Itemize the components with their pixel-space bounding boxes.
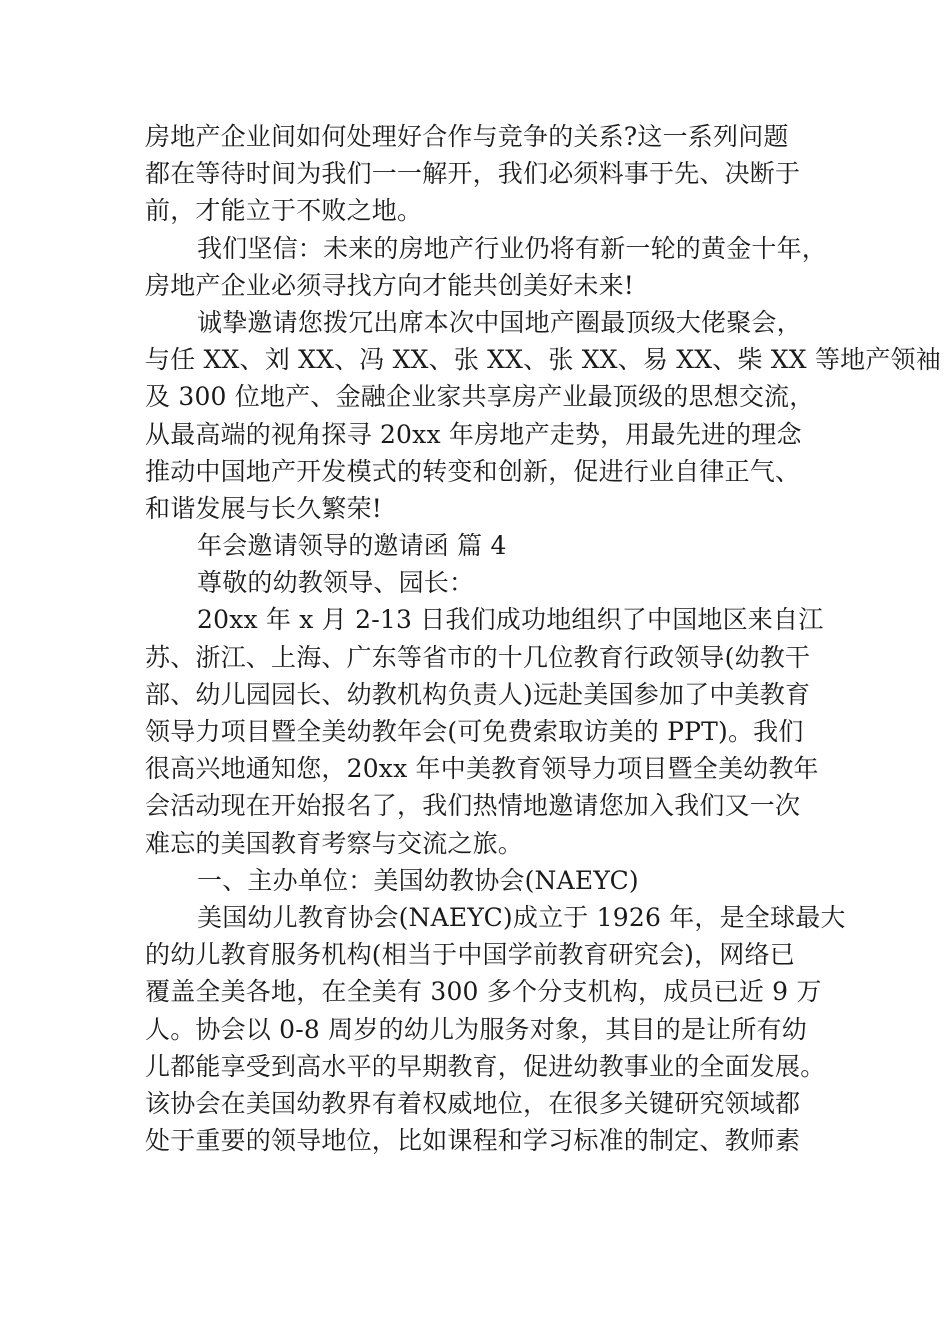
text-line: 及 300 位地产、金融企业家共享房产业最顶级的思想交流，	[145, 382, 815, 412]
text-line: 都在等待时间为我们一一解开，我们必须料事于先、决断于	[145, 159, 801, 189]
text-line: 一、主办单位：美国幼教协会(NAEYC)	[197, 865, 639, 895]
text-line: 很高兴地通知您，20xx 年中美教育领导力项目暨全美幼教年	[145, 754, 819, 784]
text-line: 领导力项目暨全美幼教年会(可免费索取访美的 PPT)。我们	[145, 717, 804, 746]
text-line: 和谐发展与长久繁荣!	[145, 493, 383, 523]
text-line: 的幼儿教育服务机构(相当于中国学前教育研究会)，网络已	[145, 940, 795, 970]
text-line: 覆盖全美各地，在全美有 300 多个分支机构，成员已近 9 万	[145, 977, 822, 1007]
text-line: 20xx 年 x 月 2-13 日我们成功地组织了中国地区来自江	[197, 605, 824, 635]
text-line: 儿都能享受到高水平的早期教育，促进幼教事业的全面发展。	[145, 1051, 826, 1081]
text-line: 从最高端的视角探寻 20xx 年房地产走势，用最先进的理念	[145, 419, 802, 449]
text-line: 难忘的美国教育考察与交流之旅。	[145, 828, 524, 858]
text-line: 房地产企业间如何处理好合作与竞争的关系?这一系列问题	[145, 122, 789, 151]
text-line: 该协会在美国幼教界有着权威地位，在很多关键研究领域都	[145, 1088, 801, 1118]
text-line: 推动中国地产开发模式的转变和创新，促进行业自律正气、	[145, 456, 801, 486]
text-line: 苏、浙江、上海、广东等省市的十几位教育行政领导(幼教干	[145, 642, 811, 672]
text-line: 年会邀请领导的邀请函 篇 4	[197, 531, 507, 561]
text-line: 部、幼儿园园长、幼教机构负责人)远赴美国参加了中美教育	[145, 679, 811, 709]
text-line: 我们坚信：未来的房地产行业仍将有新一轮的黄金十年，	[197, 233, 828, 263]
text-line: 人。协会以 0-8 周岁的幼儿为服务对象，其目的是让所有幼	[145, 1014, 807, 1044]
text-line: 美国幼儿教育协会(NAEYC)成立于 1926 年，是全球最大	[197, 902, 846, 932]
text-line: 会活动现在开始报名了，我们热情地邀请您加入我们又一次	[145, 791, 801, 821]
text-line: 前，才能立于不败之地。	[145, 196, 423, 226]
text-line: 处于重要的领导地位，比如课程和学习标准的制定、教师素	[145, 1126, 801, 1156]
text-line: 与任 XX、刘 XX、冯 XX、张 XX、张 XX、易 XX、柴 XX 等地产领袖	[145, 345, 941, 375]
text-line: 尊敬的幼教领导、园长：	[197, 568, 475, 598]
text-line: 房地产企业必须寻找方向才能共创美好未来!	[145, 270, 635, 300]
document-body	[145, 118, 941, 1159]
text-line: 诚挚邀请您拨冗出席本次中国地产圈最顶级大佬聚会，	[197, 307, 802, 337]
